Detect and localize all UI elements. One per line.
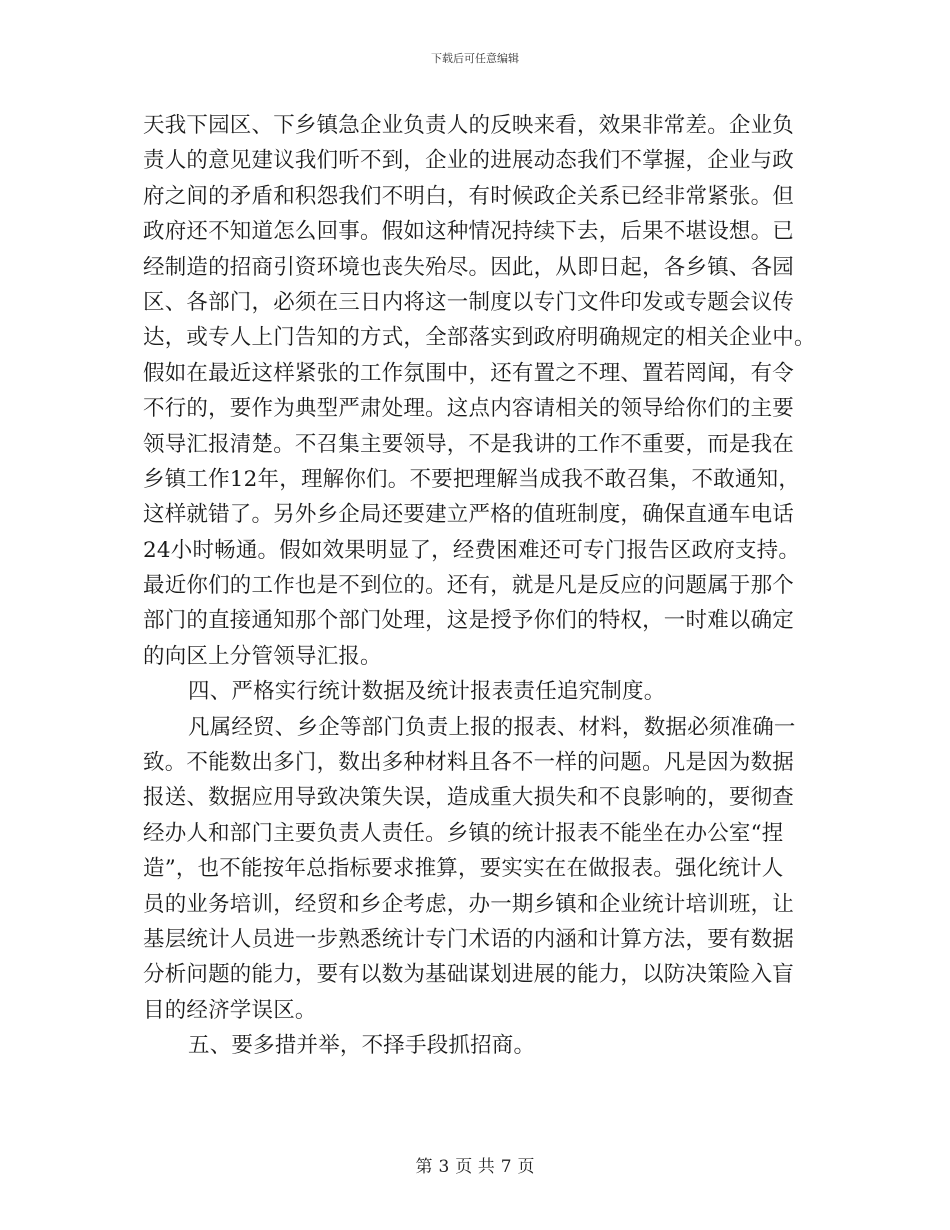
text-line: 的向区上分管领导汇报。 xyxy=(143,643,382,669)
text-line: 致。不能数出多门，数出多种材料且各不一样的问题。凡是因为数据 xyxy=(143,750,795,776)
text-line: 不行的，要作为典型严肃处理。这点内容请相关的领导给你们的主要 xyxy=(143,396,795,422)
text-line: 凡属经贸、乡企等部门负责上报的报表、材料，数据必须准确一 xyxy=(188,714,796,740)
text-line: 员的业务培训，经贸和乡企考虑，办一期乡镇和企业统计培训班，让 xyxy=(143,891,795,917)
text-line: 责人的意见建议我们听不到，企业的进展动态我们不掌握，企业与政 xyxy=(143,148,795,174)
text-line: 目的经济学误区。 xyxy=(143,997,317,1023)
text-line: 最近你们的工作也是不到位的。还有，就是凡是反应的问题属于那个 xyxy=(143,573,795,599)
text-line: 四、严格实行统计数据及统计报表责任追究制度。 xyxy=(188,679,666,705)
text-line: 五、要多措并举，不择手段抓招商。 xyxy=(188,1033,536,1059)
text-line: 区、各部门，必须在三日内将这一制度以专门文件印发或专题会议传 xyxy=(143,289,795,315)
footer-page-number: 3 xyxy=(438,1157,450,1177)
page-footer xyxy=(0,1152,950,1177)
footer-total-pages: 7 xyxy=(500,1157,512,1177)
text-line: 经办人和部门主要负责人责任。乡镇的统计报表不能坐在办公室“捏 xyxy=(143,820,784,846)
text-line: 假如在最近这样紧张的工作氛围中，还有置之不理、置若罔闻，有令 xyxy=(143,360,795,386)
footer-suffix: 页 xyxy=(517,1157,535,1177)
text-line: 基层统计人员进一步熟悉统计专门术语的内涵和计算方法，要有数据 xyxy=(143,926,795,952)
text-line: 政府还不知道怎么回事。假如这种情况持续下去，后果不堪设想。已 xyxy=(143,219,795,245)
text-line: 24小时畅通。假如效果明显了，经费困难还可专门报告区政府支持。 xyxy=(143,537,801,563)
text-line: 经制造的招商引资环境也丧失殆尽。因此，从即日起，各乡镇、各园 xyxy=(143,254,795,280)
text-line: 乡镇工作12年，理解你们。不要把理解当成我不敢召集，不敢通知， xyxy=(143,466,801,492)
text-line: 达，或专人上门告知的方式，全部落实到政府明确规定的相关企业中。 xyxy=(143,325,816,351)
text-line: 天我下园区、下乡镇急企业负责人的反映来看，效果非常差。企业负 xyxy=(143,113,795,138)
document-body xyxy=(143,108,823,1064)
text-line: 领导汇报清楚。不召集主要领导，不是我讲的工作不重要，而是我在 xyxy=(143,431,795,457)
text-line: 部门的直接通知那个部门处理，这是授予你们的特权，一时难以确定 xyxy=(143,608,795,634)
footer-middle: 页 共 xyxy=(455,1157,495,1177)
text-line: 府之间的矛盾和积怨我们不明白，有时候政企关系已经非常紧张。但 xyxy=(143,183,795,209)
footer-prefix: 第 xyxy=(415,1157,433,1177)
text-line: 分析问题的能力，要有以数为基础谋划进展的能力，以防决策险入盲 xyxy=(143,962,795,988)
text-line: 造”，也不能按年总指标要求推算，要实实在在做报表。强化统计人 xyxy=(143,856,784,882)
page-header: 下载后可任意编辑 xyxy=(431,52,519,65)
text-line: 这样就错了。另外乡企局还要建立严格的值班制度，确保直通车电话 xyxy=(143,502,795,528)
text-line: 报送、数据应用导致决策失误，造成重大损失和不良影响的，要彻查 xyxy=(143,785,795,811)
